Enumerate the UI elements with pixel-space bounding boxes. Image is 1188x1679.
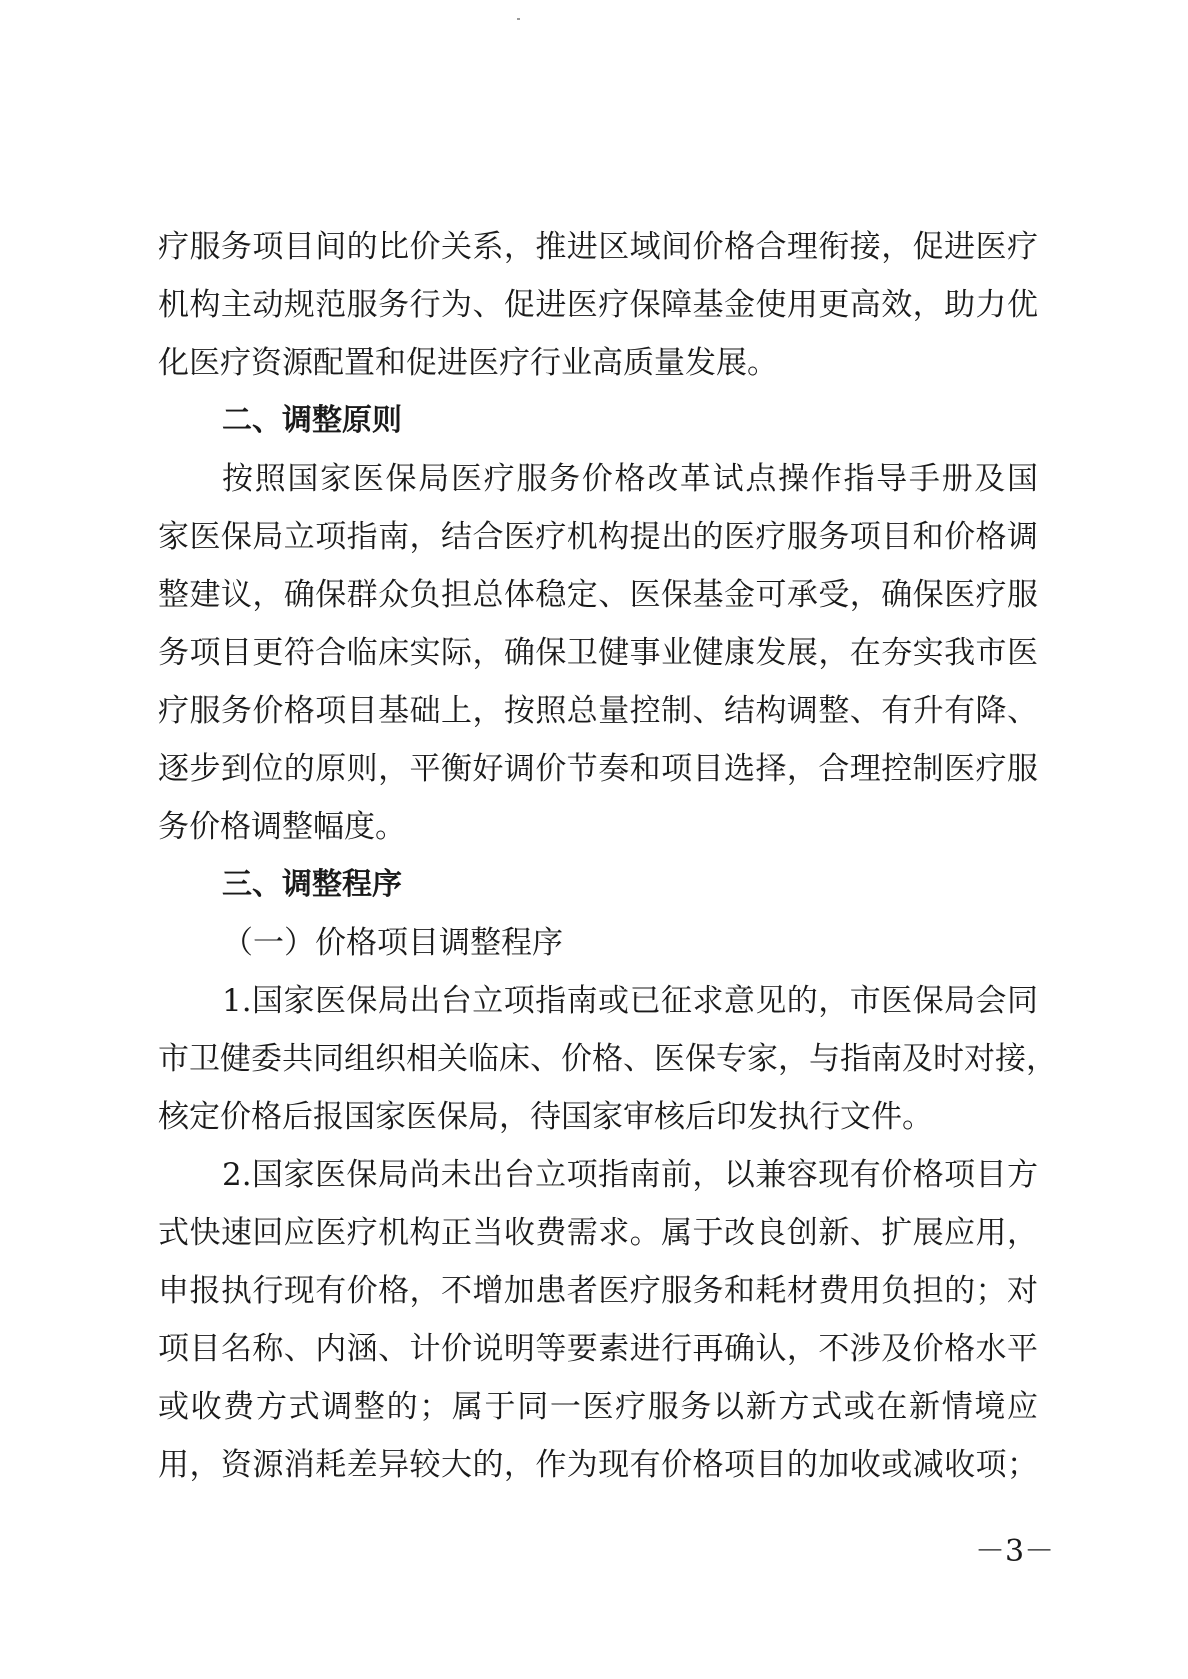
paragraph-2-line-1: 按照国家医保局医疗服务价格改革试点操作指导手册及国 — [222, 461, 1038, 497]
paragraph-2-line-3: 整建议，确保群众负担总体稳定、医保基金可承受，确保医疗服 — [158, 577, 1038, 613]
document-body — [158, 218, 1057, 1494]
paragraph-4-line-1: 2.国家医保局尚未出台立项指南前，以兼容现有价格项目方 — [222, 1157, 1038, 1193]
paragraph-4-line-6: 用，资源消耗差异较大的，作为现有价格项目的加收或减收项； — [158, 1447, 1038, 1483]
section-heading-2: 二、调整原则 — [222, 403, 402, 438]
paragraph-4-line-2: 式快速回应医疗机构正当收费需求。属于改良创新、扩展应用， — [158, 1215, 1038, 1251]
paragraph-1-line-3: 化医疗资源配置和促进医疗行业高质量发展。 — [158, 345, 778, 381]
paragraph-2-line-4: 务项目更符合临床实际，确保卫健事业健康发展，在夯实我市医 — [158, 635, 1038, 671]
paragraph-2-line-7: 务价格调整幅度。 — [158, 809, 406, 845]
scan-mark — [517, 18, 520, 20]
section-heading-3: 三、调整程序 — [222, 867, 402, 902]
paragraph-2-line-5: 疗服务价格项目基础上，按照总量控制、结构调整、有升有降、 — [158, 693, 1038, 729]
paragraph-4-line-5: 或收费方式调整的；属于同一医疗服务以新方式或在新情境应 — [158, 1389, 1038, 1425]
paragraph-1-line-2: 机构主动规范服务行为、促进医疗保障基金使用更高效，助力优 — [158, 287, 1038, 323]
paragraph-1-line-1: 疗服务项目间的比价关系，推进区域间价格合理衔接，促进医疗 — [158, 229, 1038, 265]
subsection-heading-1: （一）价格项目调整程序 — [222, 925, 563, 961]
paragraph-3-line-1: 1.国家医保局出台立项指南或已征求意见的，市医保局会同 — [222, 983, 1038, 1019]
paragraph-4-line-4: 项目名称、内涵、计价说明等要素进行再确认，不涉及价格水平 — [158, 1331, 1038, 1367]
paragraph-2-line-6: 逐步到位的原则，平衡好调价节奏和项目选择，合理控制医疗服 — [158, 751, 1038, 787]
paragraph-4-line-3: 申报执行现有价格，不增加患者医疗服务和耗材费用负担的；对 — [158, 1273, 1038, 1309]
paragraph-3-line-3: 核定价格后报国家医保局，待国家审核后印发执行文件。 — [158, 1099, 933, 1135]
page-number: －3－ — [975, 1534, 1055, 1569]
paragraph-3-line-2: 市卫健委共同组织相关临床、价格、医保专家，与指南及时对接， — [158, 1041, 1057, 1077]
paragraph-2-line-2: 家医保局立项指南，结合医疗机构提出的医疗服务项目和价格调 — [158, 519, 1038, 555]
